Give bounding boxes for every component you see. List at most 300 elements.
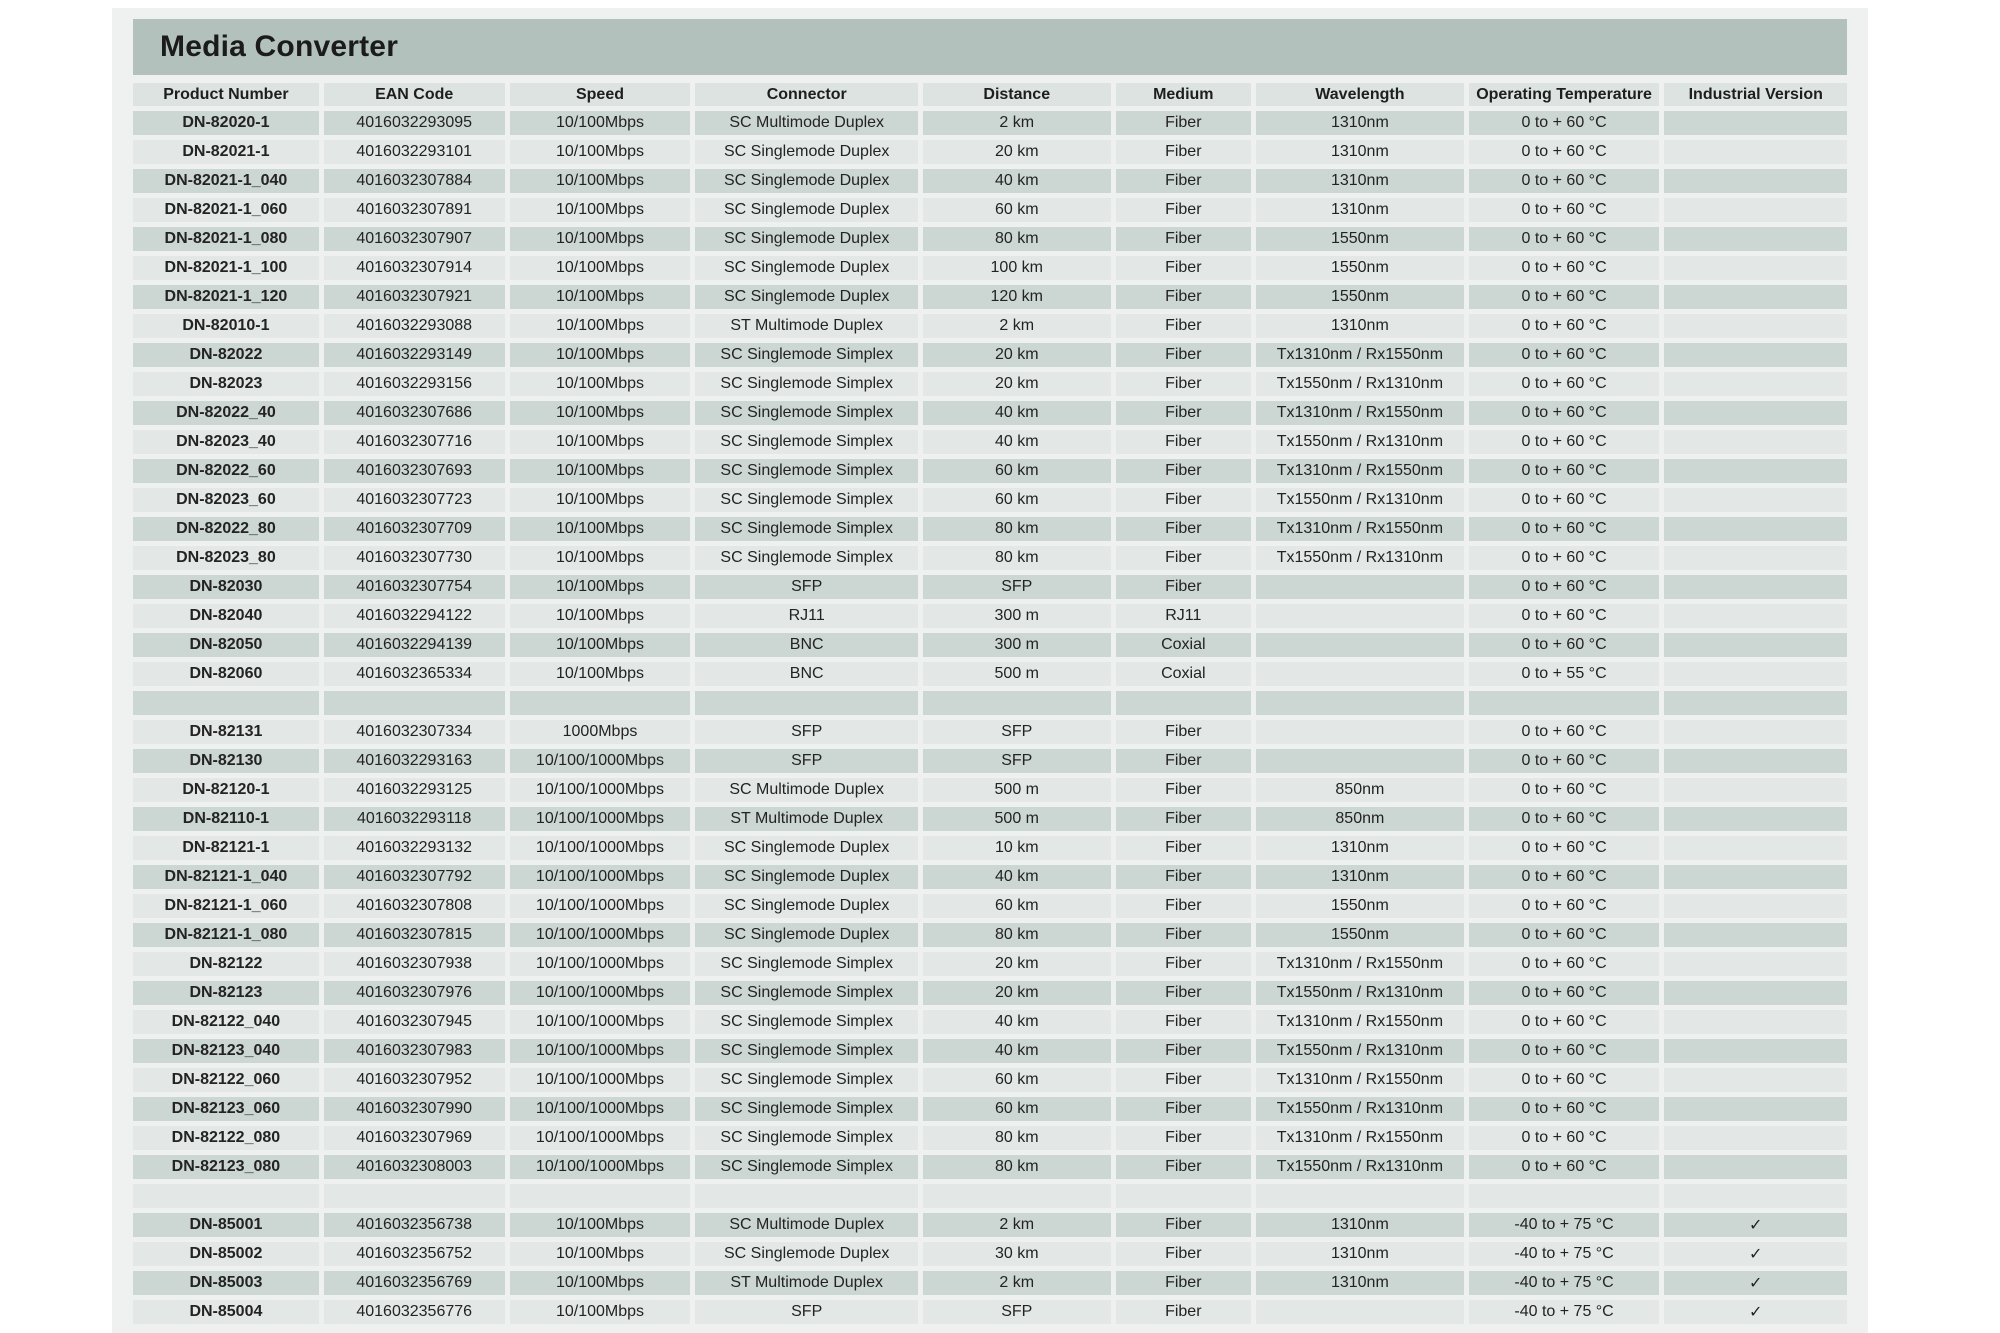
table-row [133,111,1847,135]
cell-medium: Coxial [1116,633,1252,657]
cell-ean-code: 4016032307815 [324,923,505,947]
table-row [133,1039,1847,1063]
cell-ean-code: 4016032307952 [324,1068,505,1092]
cell-ean-code: 4016032307907 [324,227,505,251]
table-row [133,198,1847,222]
cell-industrial-version [1664,575,1847,599]
cell-distance: 30 km [923,1242,1110,1266]
cell-speed: 10/100/1000Mbps [510,1097,691,1121]
cell-distance: 40 km [923,169,1110,193]
cell-medium: Fiber [1116,1155,1252,1179]
cell-speed: 10/100Mbps [510,1213,691,1237]
cell-wavelength: Tx1550nm / Rx1310nm [1256,488,1464,512]
cell-connector: BNC [695,662,918,686]
table-row [133,227,1847,251]
spacer-row [133,691,1847,715]
cell-ean-code: 4016032307976 [324,981,505,1005]
cell-distance: 300 m [923,633,1110,657]
cell-medium: Fiber [1116,807,1252,831]
cell-wavelength: 850nm [1256,807,1464,831]
column-header-product-number: Product Number [133,83,319,106]
table-row [133,1155,1847,1179]
cell-medium: Coxial [1116,662,1252,686]
cell-distance: 60 km [923,1068,1110,1092]
cell-wavelength: Tx1310nm / Rx1550nm [1256,952,1464,976]
cell-product-number: DN-82122_040 [133,1010,319,1034]
table-row [133,488,1847,512]
page-title: Media Converter [160,30,399,63]
cell-operating-temperature: 0 to + 60 °C [1469,1068,1660,1092]
cell-product-number: DN-82022_80 [133,517,319,541]
table-row [133,517,1847,541]
cell-distance: 60 km [923,1097,1110,1121]
cell-wavelength: Tx1550nm / Rx1310nm [1256,1039,1464,1063]
cell-connector: SC Singlemode Duplex [695,227,918,251]
cell-wavelength: 1310nm [1256,836,1464,860]
table-row [133,1242,1847,1266]
cell-speed: 10/100/1000Mbps [510,807,691,831]
cell-medium: Fiber [1116,894,1252,918]
cell-wavelength: Tx1310nm / Rx1550nm [1256,401,1464,425]
table-row [133,372,1847,396]
cell-wavelength: Tx1310nm / Rx1550nm [1256,1068,1464,1092]
cell-ean-code: 4016032307709 [324,517,505,541]
cell-speed: 10/100Mbps [510,401,691,425]
cell-ean-code: 4016032307334 [324,720,505,744]
cell-speed: 10/100Mbps [510,517,691,541]
cell-industrial-version [1664,778,1847,802]
cell-medium: Fiber [1116,227,1252,251]
cell-connector: SC Singlemode Simplex [695,981,918,1005]
cell-wavelength: 1310nm [1256,1242,1464,1266]
spacer-cell [1664,1184,1847,1208]
table-row [133,314,1847,338]
cell-product-number: DN-85002 [133,1242,319,1266]
cell-wavelength: 1310nm [1256,1271,1464,1295]
table-row [133,1271,1847,1295]
spacer-cell [1469,691,1660,715]
cell-operating-temperature: 0 to + 60 °C [1469,314,1660,338]
cell-industrial-version [1664,430,1847,454]
column-header-operating-temperature: Operating Temperature [1469,83,1660,106]
cell-speed: 10/100Mbps [510,430,691,454]
cell-industrial-version [1664,981,1847,1005]
cell-wavelength: 850nm [1256,778,1464,802]
table-row [133,981,1847,1005]
cell-connector: ST Multimode Duplex [695,314,918,338]
cell-distance: 300 m [923,604,1110,628]
table-row [133,749,1847,773]
cell-industrial-version [1664,633,1847,657]
cell-ean-code: 4016032293156 [324,372,505,396]
cell-speed: 10/100Mbps [510,488,691,512]
cell-speed: 10/100/1000Mbps [510,1126,691,1150]
cell-connector: SC Singlemode Simplex [695,517,918,541]
cell-industrial-version [1664,604,1847,628]
cell-wavelength: Tx1550nm / Rx1310nm [1256,1097,1464,1121]
spacer-cell [695,1184,918,1208]
cell-wavelength: 1550nm [1256,256,1464,280]
cell-connector: SC Singlemode Simplex [695,1068,918,1092]
cell-distance: 40 km [923,401,1110,425]
spacer-cell [695,691,918,715]
cell-industrial-version [1664,111,1847,135]
cell-distance: SFP [923,1300,1110,1324]
cell-connector: SC Singlemode Simplex [695,488,918,512]
cell-wavelength: 1310nm [1256,111,1464,135]
cell-industrial-version [1664,256,1847,280]
cell-industrial-version [1664,140,1847,164]
cell-ean-code: 4016032308003 [324,1155,505,1179]
cell-wavelength: 1310nm [1256,140,1464,164]
cell-ean-code: 4016032293101 [324,140,505,164]
cell-distance: 80 km [923,546,1110,570]
cell-operating-temperature: 0 to + 60 °C [1469,807,1660,831]
cell-connector: ST Multimode Duplex [695,1271,918,1295]
cell-product-number: DN-82121-1_040 [133,865,319,889]
cell-distance: 120 km [923,285,1110,309]
cell-distance: 80 km [923,923,1110,947]
cell-medium: Fiber [1116,749,1252,773]
cell-distance: 60 km [923,488,1110,512]
table-row [133,430,1847,454]
cell-operating-temperature: 0 to + 60 °C [1469,140,1660,164]
cell-industrial-version [1664,314,1847,338]
cell-product-number: DN-82123_060 [133,1097,319,1121]
cell-industrial-version [1664,894,1847,918]
cell-speed: 10/100/1000Mbps [510,1068,691,1092]
cell-medium: Fiber [1116,198,1252,222]
cell-connector: SC Singlemode Duplex [695,836,918,860]
cell-medium: Fiber [1116,401,1252,425]
table-row [133,1300,1847,1324]
cell-industrial-version [1664,1010,1847,1034]
cell-connector: SC Singlemode Simplex [695,372,918,396]
cell-industrial-version [1664,343,1847,367]
cell-industrial-version-check-icon: ✓ [1664,1242,1847,1266]
cell-ean-code: 4016032307686 [324,401,505,425]
cell-industrial-version [1664,169,1847,193]
cell-connector: SC Multimode Duplex [695,778,918,802]
cell-ean-code: 4016032293088 [324,314,505,338]
cell-operating-temperature: 0 to + 55 °C [1469,662,1660,686]
cell-ean-code: 4016032307983 [324,1039,505,1063]
cell-operating-temperature: 0 to + 60 °C [1469,836,1660,860]
spacer-cell [510,691,691,715]
cell-wavelength: 1310nm [1256,1213,1464,1237]
column-header-medium: Medium [1116,83,1252,106]
cell-industrial-version-check-icon: ✓ [1664,1300,1847,1324]
cell-product-number: DN-82121-1 [133,836,319,860]
cell-ean-code: 4016032365334 [324,662,505,686]
cell-operating-temperature: 0 to + 60 °C [1469,285,1660,309]
cell-medium: RJ11 [1116,604,1252,628]
cell-product-number: DN-82021-1_100 [133,256,319,280]
datasheet-panel [112,8,1868,1333]
cell-industrial-version [1664,720,1847,744]
cell-distance: 60 km [923,459,1110,483]
cell-connector: SC Singlemode Simplex [695,546,918,570]
cell-medium: Fiber [1116,1300,1252,1324]
table-row [133,720,1847,744]
cell-industrial-version [1664,749,1847,773]
cell-medium: Fiber [1116,343,1252,367]
cell-industrial-version [1664,1155,1847,1179]
table-row [133,1010,1847,1034]
cell-distance: 80 km [923,1126,1110,1150]
cell-connector: SC Multimode Duplex [695,1213,918,1237]
cell-industrial-version [1664,1039,1847,1063]
cell-operating-temperature: 0 to + 60 °C [1469,894,1660,918]
column-header-industrial-version: Industrial Version [1664,83,1847,106]
cell-connector: SFP [695,720,918,744]
cell-product-number: DN-82021-1_040 [133,169,319,193]
cell-ean-code: 4016032307792 [324,865,505,889]
cell-speed: 10/100/1000Mbps [510,894,691,918]
spacer-cell [324,1184,505,1208]
cell-product-number: DN-82110-1 [133,807,319,831]
cell-speed: 10/100Mbps [510,111,691,135]
cell-speed: 10/100Mbps [510,343,691,367]
cell-speed: 10/100Mbps [510,575,691,599]
cell-product-number: DN-82020-1 [133,111,319,135]
cell-product-number: DN-85003 [133,1271,319,1295]
cell-operating-temperature: 0 to + 60 °C [1469,1097,1660,1121]
cell-industrial-version [1664,488,1847,512]
spacer-cell [133,1184,319,1208]
cell-ean-code: 4016032307808 [324,894,505,918]
cell-connector: SC Singlemode Simplex [695,1039,918,1063]
cell-industrial-version [1664,517,1847,541]
cell-product-number: DN-82122_060 [133,1068,319,1092]
cell-wavelength: 1550nm [1256,285,1464,309]
cell-product-number: DN-82060 [133,662,319,686]
cell-wavelength: Tx1550nm / Rx1310nm [1256,430,1464,454]
cell-operating-temperature: 0 to + 60 °C [1469,459,1660,483]
cell-speed: 10/100Mbps [510,372,691,396]
table-row [133,343,1847,367]
cell-speed: 10/100/1000Mbps [510,1155,691,1179]
table-row [133,256,1847,280]
cell-distance: 60 km [923,198,1110,222]
cell-medium: Fiber [1116,285,1252,309]
cell-connector: RJ11 [695,604,918,628]
table-row [133,604,1847,628]
cell-wavelength [1256,749,1464,773]
cell-ean-code: 4016032307891 [324,198,505,222]
cell-industrial-version-check-icon: ✓ [1664,1213,1847,1237]
cell-distance: 20 km [923,981,1110,1005]
cell-connector: SC Singlemode Simplex [695,1126,918,1150]
cell-wavelength [1256,662,1464,686]
cell-product-number: DN-82022 [133,343,319,367]
cell-distance: SFP [923,749,1110,773]
table-row [133,546,1847,570]
cell-wavelength [1256,575,1464,599]
cell-connector: SC Singlemode Duplex [695,198,918,222]
cell-distance: 2 km [923,314,1110,338]
cell-operating-temperature: -40 to + 75 °C [1469,1300,1660,1324]
cell-industrial-version [1664,865,1847,889]
cell-medium: Fiber [1116,1097,1252,1121]
cell-connector: SC Singlemode Duplex [695,1242,918,1266]
section-title-bar [133,19,1847,75]
cell-ean-code: 4016032356776 [324,1300,505,1324]
cell-speed: 10/100/1000Mbps [510,778,691,802]
cell-operating-temperature: 0 to + 60 °C [1469,865,1660,889]
cell-wavelength: 1310nm [1256,314,1464,338]
cell-wavelength: Tx1550nm / Rx1310nm [1256,981,1464,1005]
cell-industrial-version [1664,1068,1847,1092]
cell-distance: 40 km [923,430,1110,454]
cell-operating-temperature: 0 to + 60 °C [1469,198,1660,222]
cell-ean-code: 4016032307716 [324,430,505,454]
cell-medium: Fiber [1116,140,1252,164]
cell-industrial-version [1664,1097,1847,1121]
cell-connector: SC Singlemode Duplex [695,865,918,889]
cell-connector: SC Singlemode Simplex [695,1097,918,1121]
cell-product-number: DN-82123_080 [133,1155,319,1179]
cell-distance: 40 km [923,1010,1110,1034]
cell-wavelength: Tx1310nm / Rx1550nm [1256,1126,1464,1150]
cell-speed: 10/100/1000Mbps [510,981,691,1005]
column-header-speed: Speed [510,83,691,106]
cell-connector: SFP [695,749,918,773]
cell-industrial-version [1664,546,1847,570]
cell-product-number: DN-82131 [133,720,319,744]
cell-medium: Fiber [1116,1242,1252,1266]
column-header-wavelength: Wavelength [1256,83,1464,106]
cell-ean-code: 4016032356752 [324,1242,505,1266]
cell-medium: Fiber [1116,778,1252,802]
cell-distance: 80 km [923,517,1110,541]
cell-product-number: DN-82022_60 [133,459,319,483]
cell-speed: 10/100Mbps [510,227,691,251]
cell-product-number: DN-82122 [133,952,319,976]
cell-industrial-version [1664,662,1847,686]
cell-connector: SC Singlemode Simplex [695,343,918,367]
table-row [133,1213,1847,1237]
cell-product-number: DN-82121-1_080 [133,923,319,947]
cell-connector: SC Singlemode Duplex [695,285,918,309]
cell-distance: 2 km [923,1271,1110,1295]
cell-industrial-version [1664,807,1847,831]
cell-speed: 10/100Mbps [510,1242,691,1266]
table-row [133,1068,1847,1092]
cell-wavelength [1256,633,1464,657]
cell-distance: 10 km [923,836,1110,860]
spacer-cell [1116,1184,1252,1208]
cell-operating-temperature: 0 to + 60 °C [1469,169,1660,193]
table-row [133,1097,1847,1121]
cell-medium: Fiber [1116,314,1252,338]
cell-speed: 10/100Mbps [510,1300,691,1324]
cell-speed: 10/100Mbps [510,256,691,280]
cell-product-number: DN-82040 [133,604,319,628]
cell-ean-code: 4016032307754 [324,575,505,599]
cell-product-number: DN-82030 [133,575,319,599]
cell-operating-temperature: 0 to + 60 °C [1469,778,1660,802]
cell-speed: 10/100Mbps [510,198,691,222]
cell-speed: 10/100Mbps [510,546,691,570]
cell-ean-code: 4016032307914 [324,256,505,280]
cell-operating-temperature: 0 to + 60 °C [1469,1039,1660,1063]
cell-industrial-version [1664,198,1847,222]
cell-distance: 20 km [923,140,1110,164]
cell-product-number: DN-82120-1 [133,778,319,802]
cell-operating-temperature: 0 to + 60 °C [1469,517,1660,541]
cell-operating-temperature: 0 to + 60 °C [1469,227,1660,251]
cell-speed: 10/100Mbps [510,140,691,164]
cell-product-number: DN-82023_80 [133,546,319,570]
cell-distance: 500 m [923,807,1110,831]
cell-connector: SC Singlemode Simplex [695,1010,918,1034]
cell-distance: 500 m [923,778,1110,802]
table-row [133,807,1847,831]
cell-product-number: DN-82130 [133,749,319,773]
cell-ean-code: 4016032307945 [324,1010,505,1034]
table-row [133,285,1847,309]
cell-operating-temperature: 0 to + 60 °C [1469,604,1660,628]
cell-ean-code: 4016032356738 [324,1213,505,1237]
cell-connector: SC Singlemode Simplex [695,401,918,425]
cell-ean-code: 4016032293132 [324,836,505,860]
cell-industrial-version [1664,952,1847,976]
cell-speed: 10/100/1000Mbps [510,1010,691,1034]
cell-wavelength: 1550nm [1256,227,1464,251]
spacer-row [133,1184,1847,1208]
cell-distance: 20 km [923,372,1110,396]
cell-distance: SFP [923,720,1110,744]
cell-operating-temperature: 0 to + 60 °C [1469,372,1660,396]
cell-connector: SC Singlemode Simplex [695,1155,918,1179]
cell-medium: Fiber [1116,836,1252,860]
cell-wavelength: 1310nm [1256,198,1464,222]
cell-medium: Fiber [1116,720,1252,744]
cell-ean-code: 4016032307884 [324,169,505,193]
table-row [133,140,1847,164]
cell-wavelength [1256,1300,1464,1324]
table-row [133,662,1847,686]
spacer-cell [1469,1184,1660,1208]
cell-medium: Fiber [1116,111,1252,135]
cell-speed: 10/100Mbps [510,604,691,628]
table-row [133,865,1847,889]
cell-wavelength [1256,604,1464,628]
cell-operating-temperature: 0 to + 60 °C [1469,343,1660,367]
cell-operating-temperature: -40 to + 75 °C [1469,1271,1660,1295]
cell-ean-code: 4016032307730 [324,546,505,570]
cell-medium: Fiber [1116,1068,1252,1092]
cell-connector: BNC [695,633,918,657]
cell-operating-temperature: 0 to + 60 °C [1469,111,1660,135]
cell-medium: Fiber [1116,1213,1252,1237]
spacer-cell [923,1184,1110,1208]
cell-ean-code: 4016032307969 [324,1126,505,1150]
table-body [133,111,1847,1324]
cell-connector: SC Singlemode Duplex [695,256,918,280]
table-row [133,633,1847,657]
cell-product-number: DN-82010-1 [133,314,319,338]
cell-product-number: DN-82022_40 [133,401,319,425]
cell-distance: 20 km [923,343,1110,367]
table-row [133,894,1847,918]
cell-ean-code: 4016032293149 [324,343,505,367]
spacer-cell [1664,691,1847,715]
cell-industrial-version [1664,836,1847,860]
cell-operating-temperature: 0 to + 60 °C [1469,256,1660,280]
cell-medium: Fiber [1116,1010,1252,1034]
